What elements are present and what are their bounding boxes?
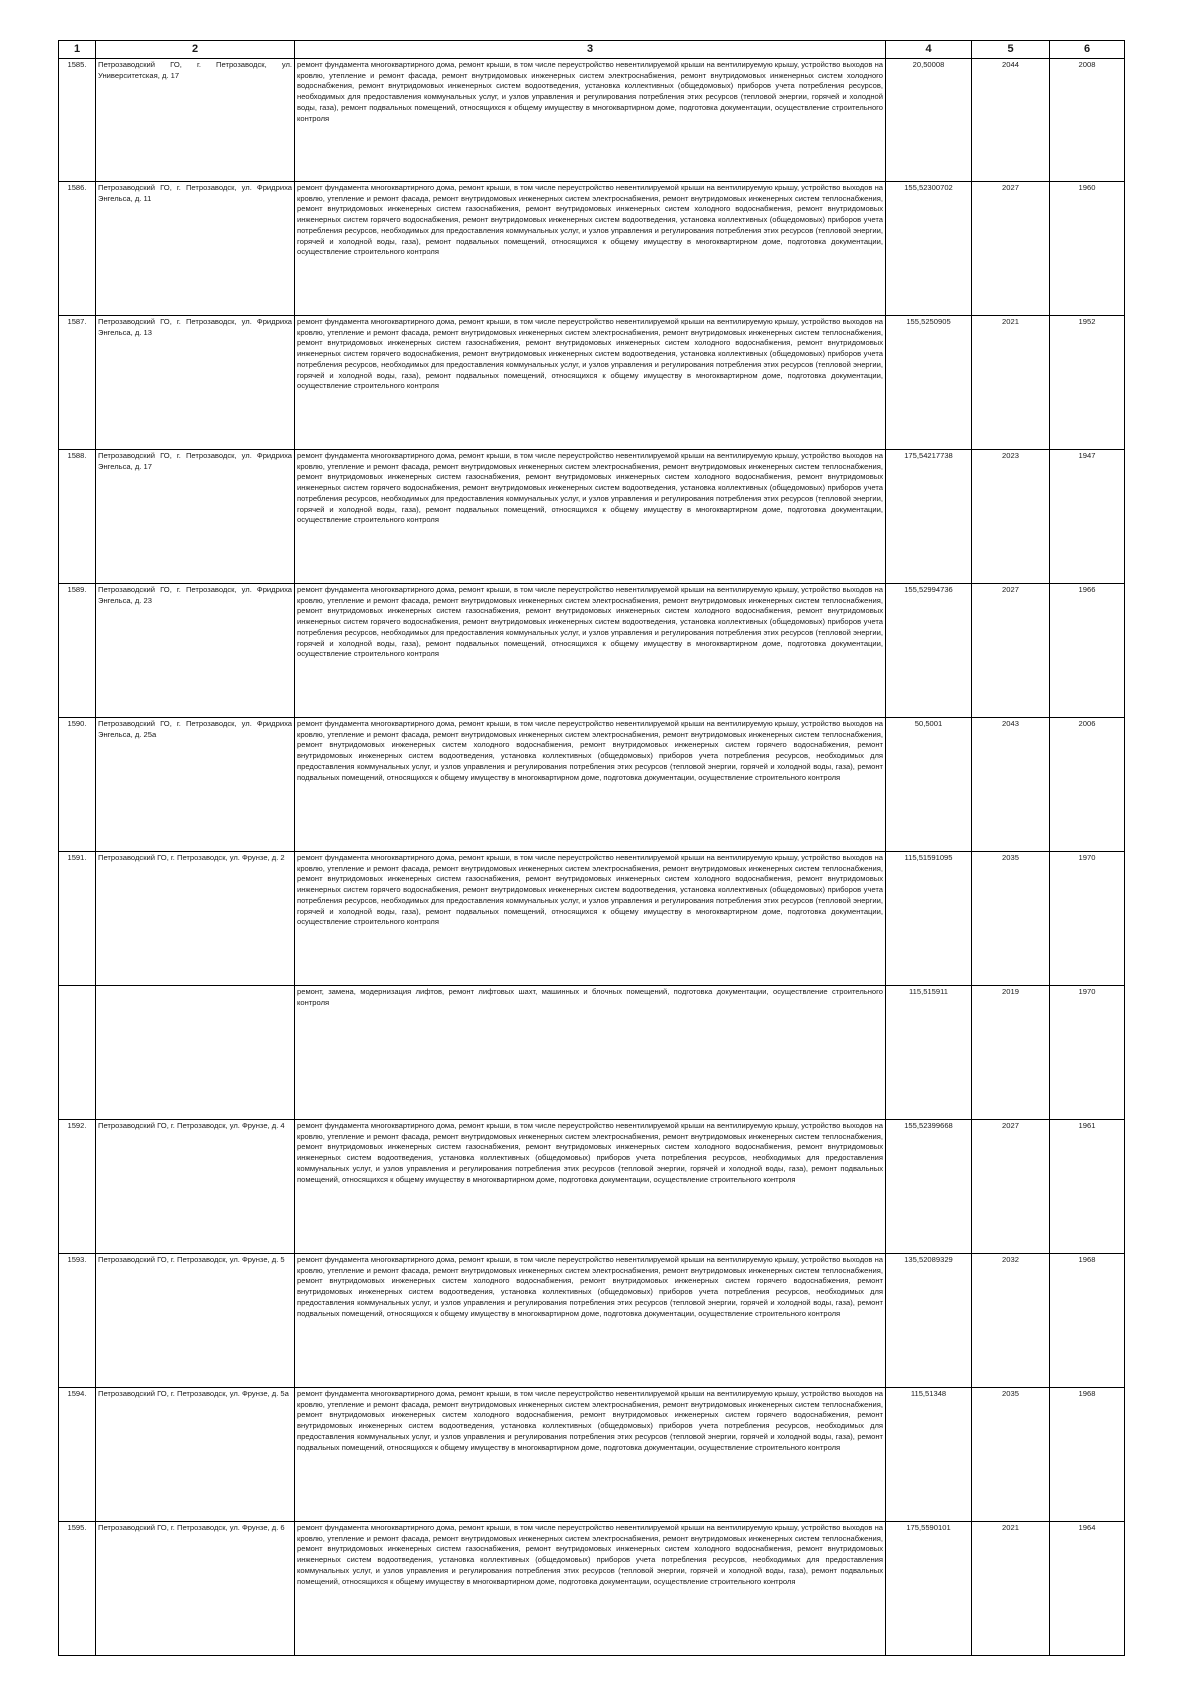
build-year-cell: 1970	[1050, 986, 1125, 1120]
row-number-cell	[59, 986, 96, 1120]
work-description-cell: ремонт фундамента многоквартирного дома, ремонт крыши, в том числе переустройство невентилируемой крыши на вентилируемую крышу, устройство выходов на кровлю, утепление и ремонт фасада, ремонт внутридомовых инженерных систем электроснабжения, ремонт внутридомовых инженерных систем теплоснабжения, ремонт внутридомовых инженерных систем холодного водоснабжения, ремонт внутридомовых инженерных систем горячего водоснабжения, ремонт внутридомовых инженерных систем водоотведения, установка коллективных (общедомовых) приборов учета потребления ресурсов, необходимых для предоставления коммунальных услуг, и узлов управления и регулирования потребления этих ресурсов (тепловой энергии, горячей и холодной воды, газа), ремонт подвальных помещений, относящихся к общему имуществу в многоквартирном доме, подготовка документации, осуществление строительного контроля	[295, 1254, 886, 1388]
build-year-cell: 1964	[1050, 1522, 1125, 1656]
build-year-cell: 1961	[1050, 1120, 1125, 1254]
cost-cell: 155,52399668	[886, 1120, 972, 1254]
table-row	[59, 1388, 1125, 1522]
build-year-cell: 1968	[1050, 1254, 1125, 1388]
table-row	[59, 1254, 1125, 1388]
work-description-cell: ремонт фундамента многоквартирного дома, ремонт крыши, в том числе переустройство невентилируемой крыши на вентилируемую крышу, устройство выходов на кровлю, утепление и ремонт фасада, ремонт внутридомовых инженерных систем электроснабжения, ремонт внутридомовых инженерных систем теплоснабжения, ремонт внутридомовых инженерных систем газоснабжения, ремонт внутридомовых инженерных систем холодного водоснабжения, ремонт внутридомовых инженерных систем горячего водоснабжения, ремонт внутридомовых инженерных систем водоотведения, установка коллективных (общедомовых) приборов учета потребления ресурсов, необходимых для предоставления коммунальных услуг, и узлов управления и регулирования потребления этих ресурсов (тепловой энергии, горячей и холодной воды, газа), ремонт подвальных помещений, относящихся к общему имуществу в многоквартирном доме, подготовка документации, осуществление строительного контроля	[295, 450, 886, 584]
build-year-cell: 1966	[1050, 584, 1125, 718]
work-description-cell: ремонт фундамента многоквартирного дома, ремонт крыши, в том числе переустройство невентилируемой крыши на вентилируемую крышу, устройство выходов на кровлю, утепление и ремонт фасада, ремонт внутридомовых инженерных систем электроснабжения, ремонт внутридомовых инженерных систем теплоснабжения, ремонт внутридомовых инженерных систем холодного водоснабжения, ремонт внутридомовых инженерных систем горячего водоснабжения, ремонт внутридомовых инженерных систем водоотведения, установка коллективных (общедомовых) приборов учета потребления ресурсов, необходимых для предоставления коммунальных услуг, и узлов управления и регулирования потребления этих ресурсов (тепловой энергии, горячей и холодной воды, газа), ремонт подвальных помещений, относящихся к общему имуществу в многоквартирном доме, подготовка документации, осуществление строительного контроля	[295, 718, 886, 852]
build-year-cell: 1960	[1050, 182, 1125, 316]
address-cell: Петрозаводский ГО, г. Петрозаводск, ул. Фрунзе, д. 5а	[96, 1388, 295, 1522]
planned-year-cell: 2044	[972, 59, 1050, 182]
table-row	[59, 450, 1125, 584]
build-year-cell: 1968	[1050, 1388, 1125, 1522]
planned-year-cell: 2032	[972, 1254, 1050, 1388]
planned-year-cell: 2019	[972, 986, 1050, 1120]
row-number-cell: 1589.	[59, 584, 96, 718]
column-header-1: 1	[59, 41, 96, 59]
row-number-cell: 1585.	[59, 59, 96, 182]
row-number-cell: 1595.	[59, 1522, 96, 1656]
address-cell	[96, 986, 295, 1120]
row-number-cell: 1587.	[59, 316, 96, 450]
row-number-cell: 1592.	[59, 1120, 96, 1254]
address-cell: Петрозаводский ГО, г. Петрозаводск, ул. Фрунзе, д. 6	[96, 1522, 295, 1656]
address-cell: Петрозаводский ГО, г. Петрозаводск, ул. Фридриха Энгельса, д. 23	[96, 584, 295, 718]
cost-cell: 155,5250905	[886, 316, 972, 450]
build-year-cell: 2006	[1050, 718, 1125, 852]
work-description-cell: ремонт фундамента многоквартирного дома, ремонт крыши, в том числе переустройство невентилируемой крыши на вентилируемую крышу, устройство выходов на кровлю, утепление и ремонт фасада, ремонт внутридомовых инженерных систем электроснабжения, ремонт внутридомовых инженерных систем теплоснабжения, ремонт внутридомовых инженерных систем газоснабжения, ремонт внутридомовых инженерных систем холодного водоснабжения, ремонт внутридомовых инженерных систем горячего водоснабжения, ремонт внутридомовых инженерных систем водоотведения, установка коллективных (общедомовых) приборов учета потребления ресурсов, необходимых для предоставления коммунальных услуг, и узлов управления и регулирования потребления этих ресурсов (тепловой энергии, горячей и холодной воды, газа), ремонт подвальных помещений, относящихся к общему имуществу в многоквартирном доме, подготовка документации, осуществление строительного контроля	[295, 316, 886, 450]
table-row	[59, 59, 1125, 182]
build-year-cell: 1970	[1050, 852, 1125, 986]
row-number-cell: 1594.	[59, 1388, 96, 1522]
work-description-cell: ремонт фундамента многоквартирного дома, ремонт крыши, в том числе переустройство невентилируемой крыши на вентилируемую крышу, устройство выходов на кровлю, утепление и ремонт фасада, ремонт внутридомовых инженерных систем электроснабжения, ремонт внутридомовых инженерных систем теплоснабжения, ремонт внутридомовых инженерных систем газоснабжения, ремонт внутридомовых инженерных систем холодного водоснабжения, ремонт внутридомовых инженерных систем горячего водоснабжения, ремонт внутридомовых инженерных систем водоотведения, установка коллективных (общедомовых) приборов учета потребления ресурсов, необходимых для предоставления коммунальных услуг, и узлов управления и регулирования потребления этих ресурсов (тепловой энергии, горячей и холодной воды, газа), ремонт подвальных помещений, относящихся к общему имуществу в многоквартирном доме, подготовка документации, осуществление строительного контроля	[295, 852, 886, 986]
column-header-3: 3	[295, 41, 886, 59]
cost-cell: 115,51591095	[886, 852, 972, 986]
cost-cell: 135,52089329	[886, 1254, 972, 1388]
table-body	[59, 59, 1125, 1656]
address-cell: Петрозаводский ГО, г. Петрозаводск, ул. Фридриха Энгельса, д. 13	[96, 316, 295, 450]
table-row	[59, 316, 1125, 450]
cost-cell: 155,52300702	[886, 182, 972, 316]
address-cell: Петрозаводский ГО, г. Петрозаводск, ул. Фридриха Энгельса, д. 17	[96, 450, 295, 584]
work-description-cell: ремонт фундамента многоквартирного дома, ремонт крыши, в том числе переустройство невентилируемой крыши на вентилируемую крышу, устройство выходов на кровлю, утепление и ремонт фасада, ремонт внутридомовых инженерных систем электроснабжения, ремонт внутридомовых инженерных систем теплоснабжения, ремонт внутридомовых инженерных систем газоснабжения, ремонт внутридомовых инженерных систем холодного водоснабжения, ремонт внутридомовых инженерных систем водоотведения, установка коллективных (общедомовых) приборов учета потребления ресурсов, необходимых для предоставления коммунальных услуг, и узлов управления и регулирования потребления этих ресурсов (тепловой энергии, горячей и холодной воды, газа), ремонт подвальных помещений, относящихся к общему имуществу в многоквартирном доме, подготовка документации, осуществление строительного контроля	[295, 1120, 886, 1254]
row-number-cell: 1591.	[59, 852, 96, 986]
cost-cell: 50,5001	[886, 718, 972, 852]
capital-repair-table	[58, 40, 1125, 1656]
column-header-4: 4	[886, 41, 972, 59]
column-header-6: 6	[1050, 41, 1125, 59]
work-description-cell: ремонт фундамента многоквартирного дома, ремонт крыши, в том числе переустройство невентилируемой крыши на вентилируемую крышу, устройство выходов на кровлю, утепление и ремонт фасада, ремонт внутридомовых инженерных систем электроснабжения, ремонт внутридомовых инженерных систем теплоснабжения, ремонт внутридомовых инженерных систем газоснабжения, ремонт внутридомовых инженерных систем холодного водоснабжения, ремонт внутридомовых инженерных систем горячего водоснабжения, ремонт внутридомовых инженерных систем водоотведения, установка коллективных (общедомовых) приборов учета потребления ресурсов, необходимых для предоставления коммунальных услуг, и узлов управления и регулирования потребления этих ресурсов (тепловой энергии, горячей и холодной воды, газа), ремонт подвальных помещений, относящихся к общему имуществу в многоквартирном доме, подготовка документации, осуществление строительного контроля	[295, 584, 886, 718]
build-year-cell: 1947	[1050, 450, 1125, 584]
address-cell: Петрозаводский ГО, г. Петрозаводск, ул. Университетская, д. 17	[96, 59, 295, 182]
address-cell: Петрозаводский ГО, г. Петрозаводск, ул. Фрунзе, д. 4	[96, 1120, 295, 1254]
build-year-cell: 1952	[1050, 316, 1125, 450]
row-number-cell: 1590.	[59, 718, 96, 852]
table-row	[59, 1522, 1125, 1656]
planned-year-cell: 2027	[972, 182, 1050, 316]
address-cell: Петрозаводский ГО, г. Петрозаводск, ул. Фридриха Энгельса, д. 11	[96, 182, 295, 316]
address-cell: Петрозаводский ГО, г. Петрозаводск, ул. Фрунзе, д. 5	[96, 1254, 295, 1388]
planned-year-cell: 2021	[972, 316, 1050, 450]
table-row	[59, 1120, 1125, 1254]
row-number-cell: 1586.	[59, 182, 96, 316]
column-header-5: 5	[972, 41, 1050, 59]
build-year-cell: 2008	[1050, 59, 1125, 182]
cost-cell: 175,5590101	[886, 1522, 972, 1656]
work-description-cell: ремонт фундамента многоквартирного дома, ремонт крыши, в том числе переустройство невентилируемой крыши на вентилируемую крышу, устройство выходов на кровлю, утепление и ремонт фасада, ремонт внутридомовых инженерных систем электроснабжения, ремонт внутридомовых инженерных систем теплоснабжения, ремонт внутридомовых инженерных систем газоснабжения, ремонт внутридомовых инженерных систем холодного водоснабжения, ремонт внутридомовых инженерных систем водоотведения, установка коллективных (общедомовых) приборов учета потребления ресурсов, необходимых для предоставления коммунальных услуг, и узлов управления и регулирования потребления этих ресурсов (тепловой энергии, горячей и холодной воды, газа), ремонт подвальных помещений, относящихся к общему имуществу в многоквартирном доме, подготовка документации, осуществление строительного контроля	[295, 1522, 886, 1656]
work-description-cell: ремонт фундамента многоквартирного дома, ремонт крыши, в том числе переустройство невентилируемой крыши на вентилируемую крышу, устройство выходов на кровлю, утепление и ремонт фасада, ремонт внутридомовых инженерных систем электроснабжения, ремонт внутридомовых инженерных систем теплоснабжения, ремонт внутридомовых инженерных систем газоснабжения, ремонт внутридомовых инженерных систем холодного водоснабжения, ремонт внутридомовых инженерных систем горячего водоснабжения, ремонт внутридомовых инженерных систем водоотведения, установка коллективных (общедомовых) приборов учета потребления ресурсов, необходимых для предоставления коммунальных услуг, и узлов управления и регулирования потребления этих ресурсов (тепловой энергии, горячей и холодной воды, газа), ремонт подвальных помещений, относящихся к общему имуществу в многоквартирном доме, подготовка документации, осуществление строительного контроля	[295, 182, 886, 316]
planned-year-cell: 2027	[972, 1120, 1050, 1254]
cost-cell: 175,54217738	[886, 450, 972, 584]
address-cell: Петрозаводский ГО, г. Петрозаводск, ул. Фридриха Энгельса, д. 25а	[96, 718, 295, 852]
cost-cell: 115,515911	[886, 986, 972, 1120]
column-header-2: 2	[96, 41, 295, 59]
address-cell: Петрозаводский ГО, г. Петрозаводск, ул. Фрунзе, д. 2	[96, 852, 295, 986]
table-row	[59, 986, 1125, 1120]
table-row	[59, 182, 1125, 316]
cost-cell: 155,52994736	[886, 584, 972, 718]
planned-year-cell: 2035	[972, 852, 1050, 986]
planned-year-cell: 2043	[972, 718, 1050, 852]
planned-year-cell: 2027	[972, 584, 1050, 718]
table-row	[59, 718, 1125, 852]
planned-year-cell: 2021	[972, 1522, 1050, 1656]
table-row	[59, 852, 1125, 986]
work-description-cell: ремонт фундамента многоквартирного дома, ремонт крыши, в том числе переустройство невентилируемой крыши на вентилируемую крышу, устройство выходов на кровлю, утепление и ремонт фасада, ремонт внутридомовых инженерных систем электроснабжения, ремонт внутридомовых инженерных систем холодного водоснабжения, ремонт внутридомовых инженерных систем водоотведения, установка коллективных (общедомовых) приборов учета потребления ресурсов, необходимых для предоставления коммунальных услуг, и узлов управления и регулирования потребления этих ресурсов (тепловой энергии, горячей и холодной воды, газа), ремонт подвальных помещений, относящихся к общему имуществу в многоквартирном доме, подготовка документации, осуществление строительного контроля	[295, 59, 886, 182]
work-description-cell: ремонт фундамента многоквартирного дома, ремонт крыши, в том числе переустройство невентилируемой крыши на вентилируемую крышу, устройство выходов на кровлю, утепление и ремонт фасада, ремонт внутридомовых инженерных систем электроснабжения, ремонт внутридомовых инженерных систем теплоснабжения, ремонт внутридомовых инженерных систем холодного водоснабжения, ремонт внутридомовых инженерных систем горячего водоснабжения, ремонт внутридомовых инженерных систем водоотведения, установка коллективных (общедомовых) приборов учета потребления ресурсов, необходимых для предоставления коммунальных услуг, и узлов управления и регулирования потребления этих ресурсов (тепловой энергии, горячей и холодной воды, газа), ремонт подвальных помещений, относящихся к общему имуществу в многоквартирном доме, подготовка документации, осуществление строительного контроля	[295, 1388, 886, 1522]
cost-cell: 20,50008	[886, 59, 972, 182]
row-number-cell: 1588.	[59, 450, 96, 584]
planned-year-cell: 2035	[972, 1388, 1050, 1522]
work-description-cell: ремонт, замена, модернизация лифтов, ремонт лифтовых шахт, машинных и блочных помещений, подготовка документации, осуществление строительного контроля	[295, 986, 886, 1120]
cost-cell: 115,51348	[886, 1388, 972, 1522]
planned-year-cell: 2023	[972, 450, 1050, 584]
table-row	[59, 584, 1125, 718]
column-number-row	[59, 41, 1125, 59]
row-number-cell: 1593.	[59, 1254, 96, 1388]
